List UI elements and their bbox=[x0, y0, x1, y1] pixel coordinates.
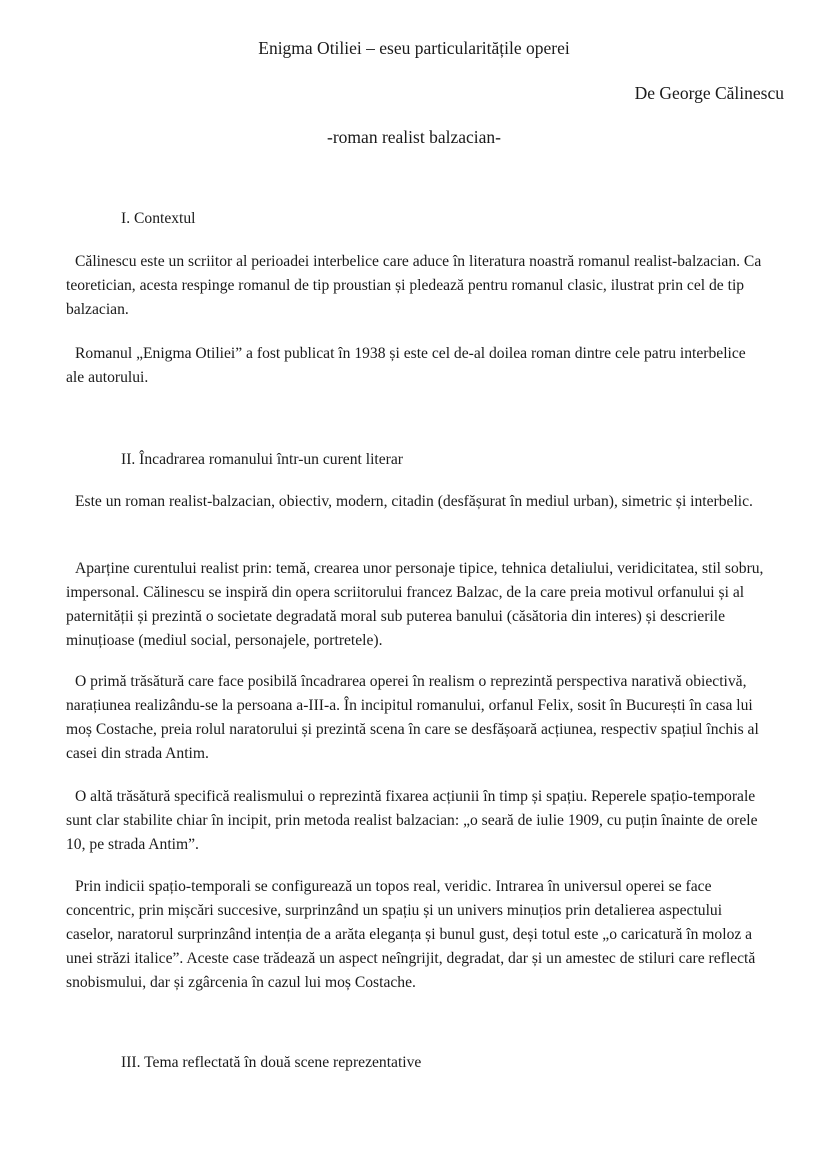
document-author: De George Călinescu bbox=[634, 83, 784, 103]
paragraph: Călinescu este un scriitor al perioadei interbelice care aduce în literatura noastră romanul realist-balzacian. Ca teoretician, acesta respinge romanul de tip proustian și pledează pentru romanul clasic, ilustrat prin cel de tip balzacian. bbox=[66, 253, 762, 318]
paragraph: O primă trăsătură care face posibilă încadrarea operei în realism o reprezintă perspectiva narativă obiectivă, narațiunea realizându-se la persoana a-III-a. În incipitul romanului, orfanul Felix, sosit în București în casa lui moș Costache, preia rolul naratorului și prezintă scena în care se desfășoară acțiunea, respectiv spațiul închis al casei din strada Antim. bbox=[66, 673, 759, 762]
paragraph: Prin indicii spațio-temporali se configurează un topos real, veridic. Intrarea în universul operei se face concentric, prin mișcări succesive, surprinzând un spațiu și un univers minuțios prin detalierea aspectului caselor, naratorul surprinzând intenția de a arăta eleganța și bunul gust, deși totul este „o caricatură în moloz a unei străzi italice”. Aceste case trădează un aspect neîngrijit, degradat, dar și un amestec de stiluri care reflectă snobismului, dar și zgârcenia în cazul lui moș Costache. bbox=[66, 878, 756, 991]
paragraph: Este un roman realist-balzacian, obiectiv, modern, citadin (desfășurat în mediul urban), simetric și interbelic. bbox=[75, 493, 753, 510]
document-title: Enigma Otiliei – eseu particularitățile operei bbox=[258, 38, 570, 58]
paragraph: Romanul „Enigma Otiliei” a fost publicat în 1938 și este cel de-al doilea roman dintre cele patru interbelice ale autorului. bbox=[66, 345, 746, 386]
document-subtitle: -roman realist balzacian- bbox=[327, 127, 501, 147]
paragraph: Aparține curentului realist prin: temă, crearea unor personaje tipice, tehnica detaliului, veridicitatea, stil sobru, impersonal. Călinescu se inspiră din opera scriitorului francez Balzac, de la care preia motivul orfanului și al paternității și prezintă o societate degradată moral sub puterea banului (căsătoria din interes) și descrierile minuțioase (mediul social, personajele, portretele). bbox=[66, 560, 764, 649]
section-heading-tema: III. Tema reflectată în două scene reprezentative bbox=[121, 1054, 422, 1071]
paragraph: O altă trăsătură specifică realismului o reprezintă fixarea acțiunii în timp și spațiu. Reperele spațio-temporale sunt clar stabilite chiar în incipit, prin metoda realist balzacian: „o seară de iulie 1909, cu puțin înainte de orele 10, pe strada Antim”. bbox=[66, 788, 758, 853]
section-heading-incadrarea: II. Încadrarea romanului într-un curent literar bbox=[121, 451, 403, 468]
section-heading-contextul: I. Contextul bbox=[121, 210, 196, 227]
